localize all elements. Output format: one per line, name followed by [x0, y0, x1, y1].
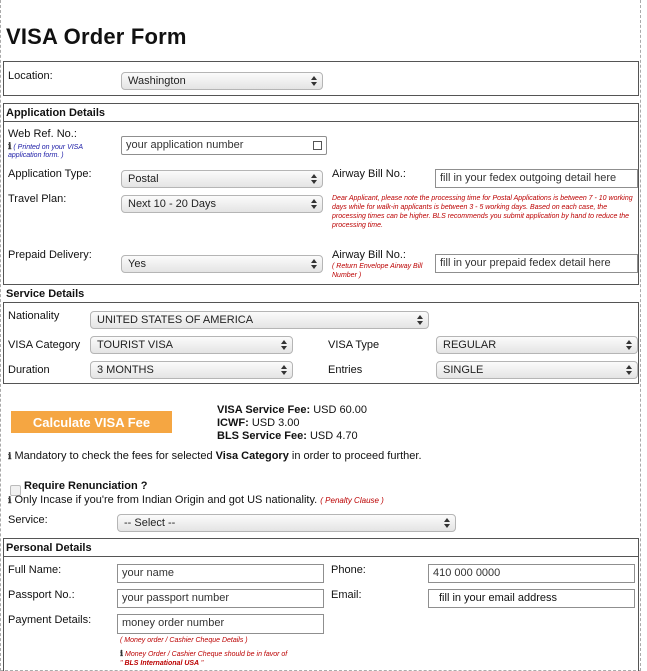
- renunciation-info-text: Only Incase if you're from Indian Origin and got US nationality.: [14, 494, 318, 506]
- service-select[interactable]: [117, 514, 456, 532]
- renunciation-label: Require Renunciation ?: [24, 480, 148, 492]
- email-placeholder: fill in your email address: [439, 592, 557, 604]
- service-label: Service:: [8, 514, 48, 526]
- passport-placeholder: your passport number: [122, 592, 229, 604]
- visa-category-value: TOURIST VISA: [97, 339, 174, 351]
- info-icon: ℹ: [120, 649, 124, 658]
- nationality-select[interactable]: [90, 311, 429, 329]
- entries-label: Entries: [328, 364, 363, 376]
- nationality-label: Nationality: [8, 310, 60, 322]
- keyboard-icon: [313, 141, 322, 150]
- location-label: Location:: [8, 70, 53, 82]
- fee-service: [217, 404, 367, 416]
- fee-icwf: [217, 417, 300, 429]
- phone-label: Phone:: [331, 564, 366, 576]
- mandatory-note: [8, 450, 422, 462]
- prepaid-select[interactable]: [121, 255, 323, 273]
- fee-bls-value: USD 4.70: [309, 430, 358, 442]
- travel-plan-value: Next 10 - 20 Days: [128, 198, 217, 210]
- visa-category-label: VISA Category: [8, 339, 81, 351]
- airway-bill-input[interactable]: [435, 169, 638, 188]
- fee-bls: [217, 430, 358, 442]
- mandatory-bold: Visa Category: [215, 450, 289, 462]
- penalty-note: ( Penalty Clause ): [320, 496, 384, 505]
- fee-bls-label: BLS Service Fee:: [217, 430, 307, 442]
- fee-service-label: VISA Service Fee:: [217, 404, 311, 416]
- location-value: Washington: [128, 75, 186, 87]
- passport-label: Passport No.:: [8, 589, 75, 601]
- nationality-value: UNITED STATES OF AMERICA: [97, 314, 254, 326]
- select-arrows-icon: [625, 363, 633, 377]
- travel-plan-select[interactable]: [121, 195, 323, 213]
- visa-category-select[interactable]: [90, 336, 293, 354]
- web-ref-input[interactable]: [121, 136, 327, 155]
- fee-icwf-value: USD 3.00: [251, 417, 300, 429]
- return-bill-input[interactable]: [435, 254, 638, 273]
- select-arrows-icon: [310, 257, 318, 271]
- personal-section-header: [3, 538, 639, 556]
- app-type-select[interactable]: [121, 170, 323, 188]
- select-arrows-icon: [310, 197, 318, 211]
- passport-input[interactable]: [117, 589, 324, 608]
- duration-label: Duration: [8, 364, 50, 376]
- phone-input[interactable]: [428, 564, 635, 583]
- web-ref-placeholder: your application number: [126, 139, 244, 151]
- service-value: -- Select --: [124, 517, 176, 529]
- info-icon: ℹ: [8, 141, 12, 151]
- personal-section-title: Personal Details: [6, 542, 92, 554]
- payment-input[interactable]: [117, 614, 324, 634]
- select-arrows-icon: [416, 313, 424, 327]
- mandatory-pre: Mandatory to check the fees for selected: [14, 450, 216, 462]
- visa-type-value: REGULAR: [443, 339, 497, 351]
- location-select[interactable]: [121, 72, 323, 90]
- phone-placeholder: 410 000 0000: [433, 567, 501, 579]
- favor-note: [120, 649, 290, 668]
- return-bill-placeholder: fill in your prepaid fedex detail here: [440, 257, 611, 269]
- form-title: VISA Order Form: [6, 24, 187, 49]
- full-name-label: Full Name:: [8, 564, 62, 576]
- select-arrows-icon: [280, 363, 288, 377]
- renunciation-info: [8, 494, 384, 506]
- calculate-visa-fee-button[interactable]: Calculate VISA Fee: [11, 411, 172, 433]
- visa-type-select[interactable]: [436, 336, 638, 354]
- favor-pre: Money Order / Cashier Cheque should be in favor of ": [120, 651, 288, 667]
- favor-post: ": [200, 660, 204, 667]
- info-icon: ℹ: [8, 495, 12, 505]
- full-name-input[interactable]: [117, 564, 324, 583]
- application-section-title: Application Details: [6, 107, 106, 119]
- app-type-label: Application Type:: [8, 168, 92, 180]
- visa-type-label: VISA Type: [328, 339, 380, 351]
- airway-bill-label: Airway Bill No.:: [332, 168, 406, 180]
- select-arrows-icon: [443, 516, 451, 530]
- service-section-title: Service Details: [6, 288, 85, 300]
- return-bill-label: Airway Bill No.:: [332, 249, 406, 261]
- entries-value: SINGLE: [443, 364, 484, 376]
- payment-placeholder: money order number: [122, 617, 225, 629]
- prepaid-label: Prepaid Delivery:: [8, 249, 92, 261]
- select-arrows-icon: [310, 74, 318, 88]
- fee-service-value: USD 60.00: [313, 404, 368, 416]
- email-label: Email:: [331, 589, 362, 601]
- travel-plan-label: Travel Plan:: [8, 193, 67, 205]
- app-type-value: Postal: [128, 173, 159, 185]
- mandatory-post: in order to proceed further.: [288, 450, 422, 462]
- select-arrows-icon: [625, 338, 633, 352]
- payment-hint: ( Money order / Cashier Cheque Details ): [120, 637, 248, 644]
- processing-note: Dear Applicant, please note the processing time for Postal Applications is between 7 - 10 working days while for walk-in applicants is between 3 - 5 working days. Based on each case, the processing times can be higher. BLS recommends you submit application by hand to reduce the processing time.: [332, 195, 633, 229]
- select-arrows-icon: [280, 338, 288, 352]
- web-ref-hint: [8, 142, 113, 160]
- fee-icwf-label: ICWF:: [217, 417, 249, 429]
- favor-bold: BLS International USA: [122, 660, 201, 667]
- payment-label: Payment Details:: [8, 614, 92, 626]
- email-input[interactable]: [428, 589, 635, 608]
- return-bill-hint: ( Return Envelope Airway Bill Number ): [332, 263, 423, 279]
- entries-select[interactable]: [436, 361, 638, 379]
- info-icon: ℹ: [8, 451, 12, 461]
- web-ref-label: Web Ref. No.:: [8, 128, 77, 140]
- duration-value: 3 MONTHS: [97, 364, 154, 376]
- select-arrows-icon: [310, 172, 318, 186]
- duration-select[interactable]: [90, 361, 293, 379]
- full-name-placeholder: your name: [122, 567, 174, 579]
- prepaid-value: Yes: [128, 258, 146, 270]
- web-ref-hint-text: ( Printed on your VISA application form. ): [8, 144, 83, 159]
- airway-bill-placeholder: fill in your fedex outgoing detail here: [440, 172, 617, 184]
